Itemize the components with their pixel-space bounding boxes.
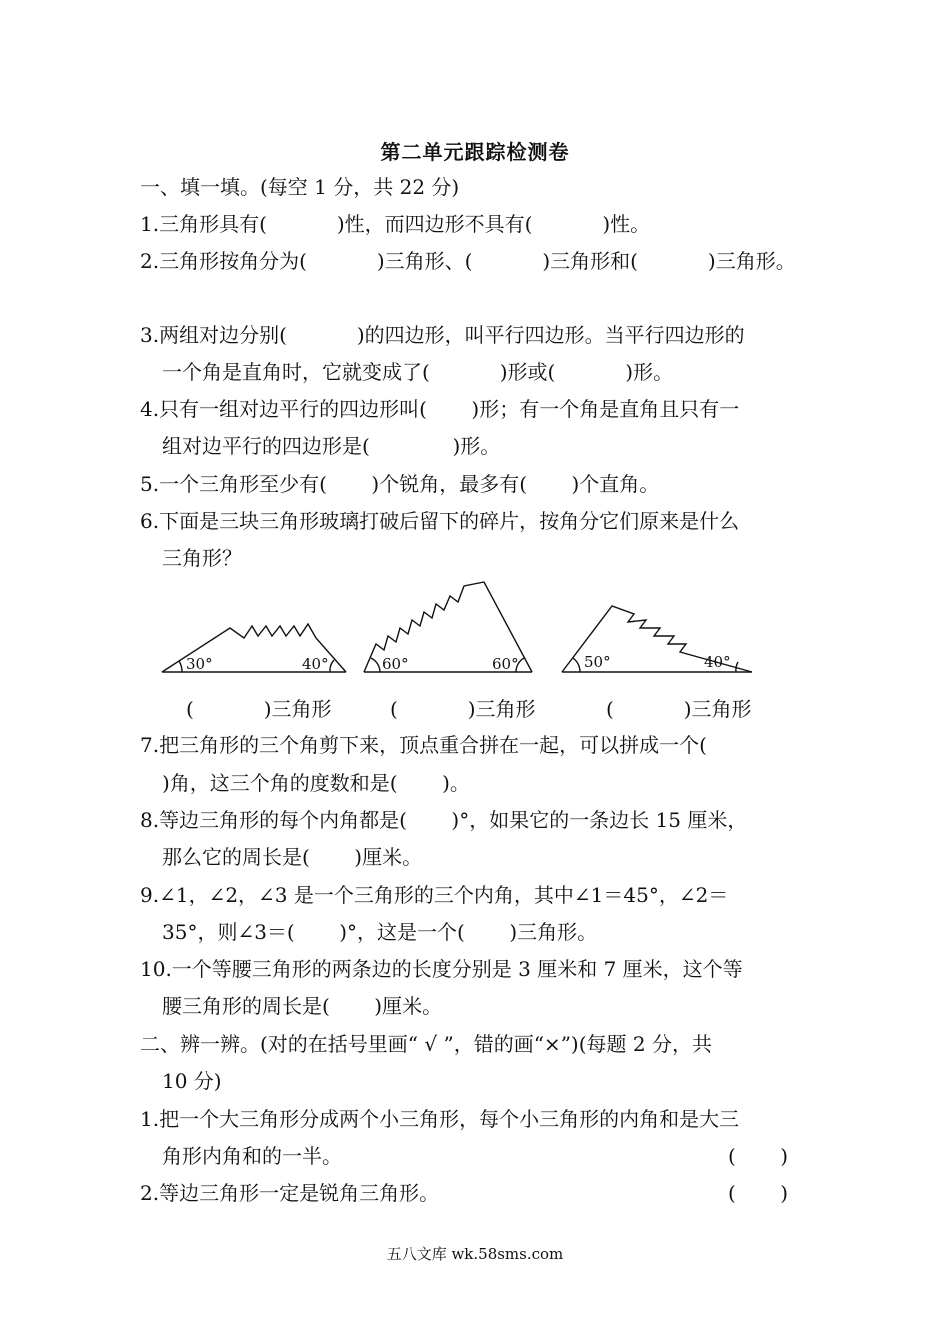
question-9-line2: 35°，则∠3＝( )°，这是一个( )三角形。	[162, 920, 598, 944]
footer-watermark: 五八文库 wk.58sms.com	[386, 1245, 564, 1263]
section2-heading-line2: 10 分)	[162, 1069, 222, 1093]
judge-question-1-answer-paren: ( )	[728, 1144, 789, 1168]
fragment-figure-3	[562, 606, 752, 672]
fragment-3-left-angle: 50°	[584, 653, 611, 671]
question-4-line2: 组对边平行的四边形是( )形。	[162, 434, 501, 458]
section2-heading-line1: 二、辨一辨。(对的在括号里画“ √ ”，错的画“×”)(每题 2 分，共	[140, 1032, 712, 1056]
fragment-3-right-angle: 40°	[704, 653, 731, 671]
fragment-1-right-angle: 40°	[302, 655, 329, 673]
fragment-1-left-angle: 30°	[186, 655, 213, 673]
question-10-line2: 腰三角形的周长是( )厘米。	[162, 994, 443, 1018]
fragment-figure-2	[364, 582, 532, 673]
figure-1-caption: ( )三角形	[186, 697, 332, 721]
fragment-2-right-angle: 60°	[492, 655, 519, 673]
section1-heading: 一、填一填。(每空 1 分，共 22 分)	[140, 175, 460, 199]
question-6-line1: 6.下面是三块三角形玻璃打破后留下的碎片，按角分它们原来是什么	[140, 509, 740, 533]
judge-question-1-line2: 角形内角和的一半。	[162, 1144, 342, 1168]
figure-2-caption: ( )三角形	[390, 697, 536, 721]
judge-question-2: 2.等边三角形一定是锐角三角形。	[140, 1181, 440, 1205]
question-7-line2: )角，这三个角的度数和是( )。	[162, 771, 470, 795]
question-8-line2: 那么它的周长是( )厘米。	[162, 845, 423, 869]
broken-triangle-figures	[160, 578, 760, 682]
question-8-line1: 8.等边三角形的每个内角都是( )°，如果它的一条边长 15 厘米，	[140, 808, 748, 832]
fragment-2-left-angle: 60°	[382, 655, 409, 673]
fragment-3-right-arc	[736, 662, 738, 672]
question-9-line1: 9.∠1，∠2，∠3 是一个三角形的三个内角，其中∠1＝45°，∠2＝	[140, 883, 729, 907]
question-1: 1.三角形具有( )性，而四边形不具有( )性。	[140, 212, 651, 236]
fragment-2-left-arc	[371, 658, 380, 672]
fragment-1-right-arc	[330, 660, 334, 672]
question-10-line1: 10.一个等腰三角形的两条边的长度分别是 3 厘米和 7 厘米，这个等	[140, 957, 743, 981]
page-title: 第二单元跟踪检测卷	[380, 140, 570, 164]
question-4-line1: 4.只有一组对边平行的四边形叫( )形；有一个角是直角且只有一	[140, 397, 740, 421]
fragment-3-left-arc	[573, 658, 580, 672]
judge-question-2-answer-paren: ( )	[728, 1181, 789, 1205]
question-5: 5.一个三角形至少有( )个锐角，最多有( )个直角。	[140, 472, 660, 496]
question-2: 2.三角形按角分为( )三角形、( )三角形和( )三角形。	[140, 249, 796, 273]
fragment-figure-1	[162, 624, 346, 673]
question-6-line2: 三角形？	[162, 546, 242, 570]
fragment-1-left-arc	[179, 661, 182, 672]
question-7-line1: 7.把三角形的三个角剪下来，顶点重合拼在一起，可以拼成一个(	[140, 733, 707, 757]
figure-3-caption: ( )三角形	[606, 697, 752, 721]
question-3-line2: 一个角是直角时，它就变成了( )形或( )形。	[162, 360, 674, 384]
question-3-line1: 3.两组对边分别( )的四边形，叫平行四边形。当平行四边形的	[140, 323, 745, 347]
judge-question-1-line1: 1.把一个大三角形分成两个小三角形，每个小三角形的内角和是大三	[140, 1107, 740, 1131]
